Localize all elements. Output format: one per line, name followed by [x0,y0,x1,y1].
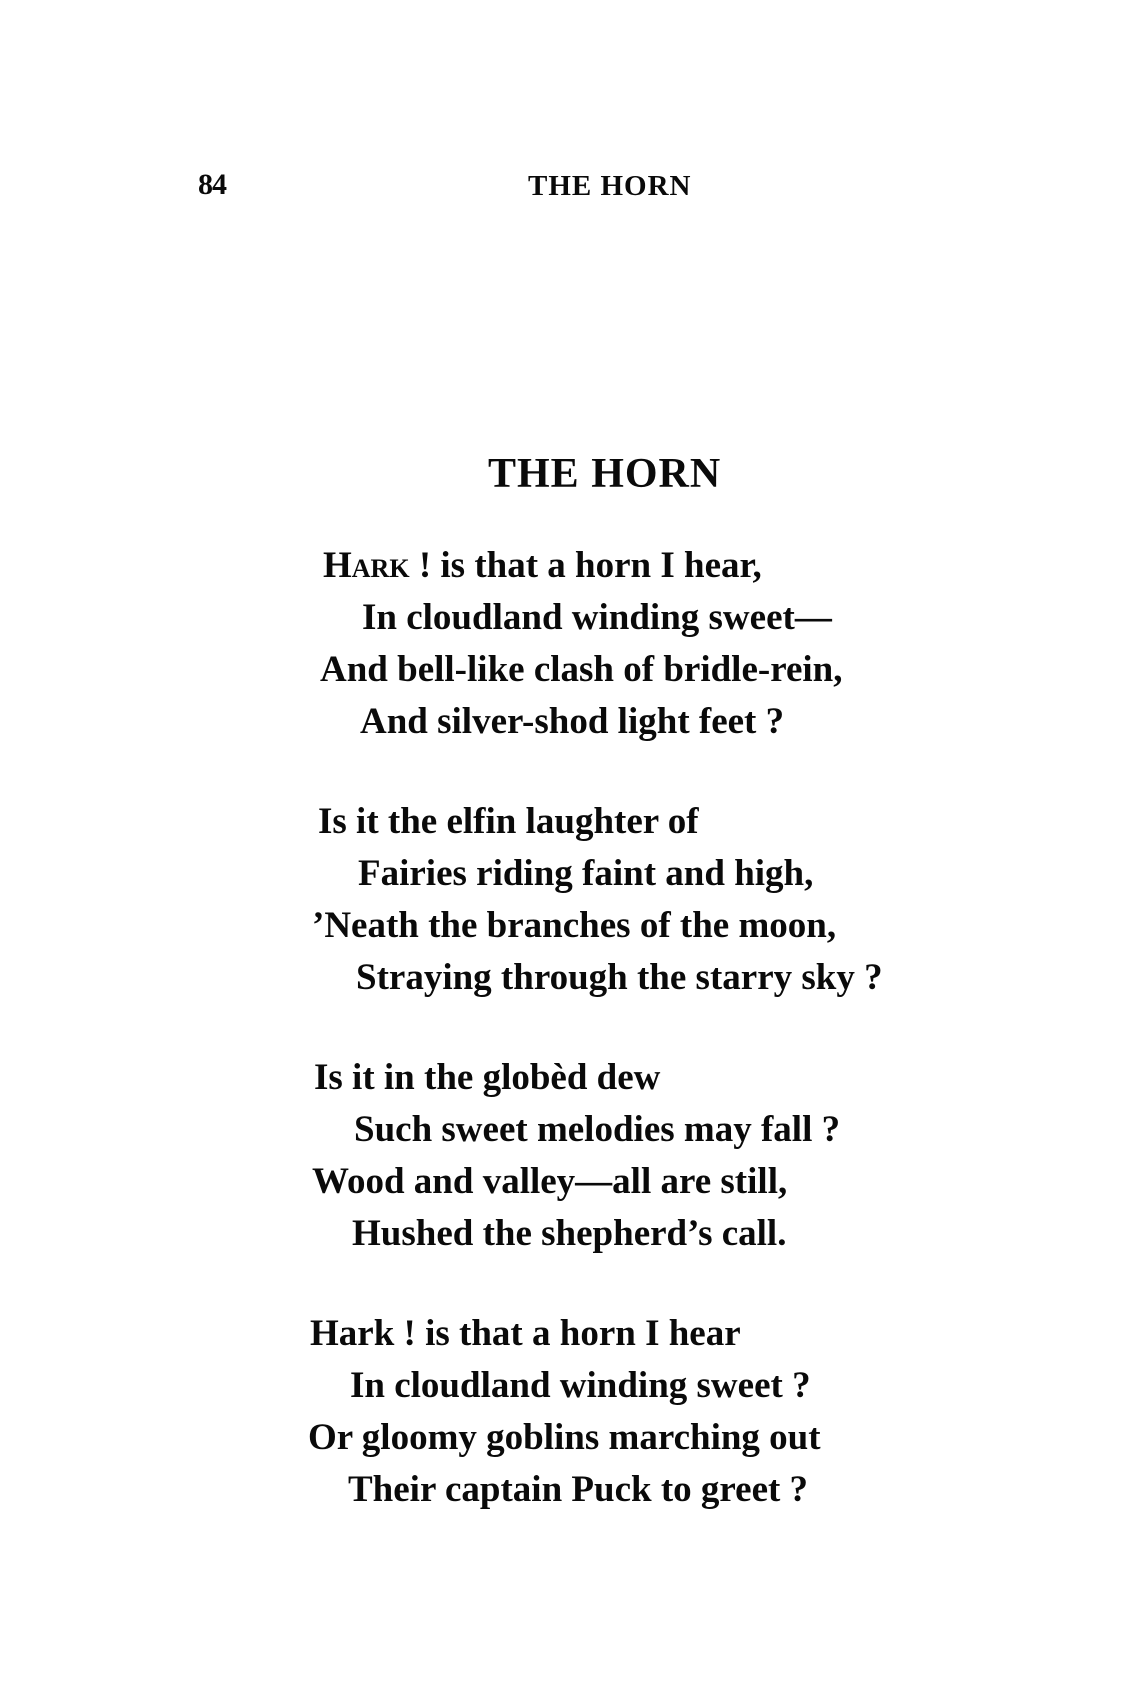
stanza-4 [0,1315,1121,1525]
poem-line: Hark ! is that a horn I hear, [323,545,762,586]
poem-body [0,547,1121,1571]
poem-line: And silver-shod light feet ? [360,701,785,742]
drop-word: Hark [323,545,410,586]
poem-line: In cloudland winding sweet ? [350,1365,811,1406]
poem-line: Wood and valley—all are still, [312,1161,788,1202]
poem-line: Their captain Puck to greet ? [348,1469,809,1510]
poem-line: Or gloomy goblins marching out [308,1417,821,1458]
poem-line: Is it the elfin laughter of [318,801,699,842]
poem-line: Hushed the shepherd’s call. [352,1213,787,1254]
poem-line: ’Neath the branches of the moon, [312,905,837,946]
poem-line: And bell-like clash of bridle-rein, [320,649,843,690]
running-head: THE HORN [528,170,692,202]
poem-title: THE HORN [488,451,722,497]
poem-line: Hark ! is that a horn I hear [310,1313,741,1354]
page-number: 84 [198,168,226,201]
poem-line: Fairies riding faint and high, [358,853,814,894]
stanza-1 [0,547,1121,757]
page-header [0,168,1121,208]
poem-line: Such sweet melodies may fall ? [354,1109,841,1150]
poem-line: Is it in the globèd dew [314,1057,661,1098]
stanza-2 [0,803,1121,1013]
poem-line: In cloudland winding sweet— [362,597,832,638]
stanza-3 [0,1059,1121,1269]
poem-line: Straying through the starry sky ? [356,957,883,998]
